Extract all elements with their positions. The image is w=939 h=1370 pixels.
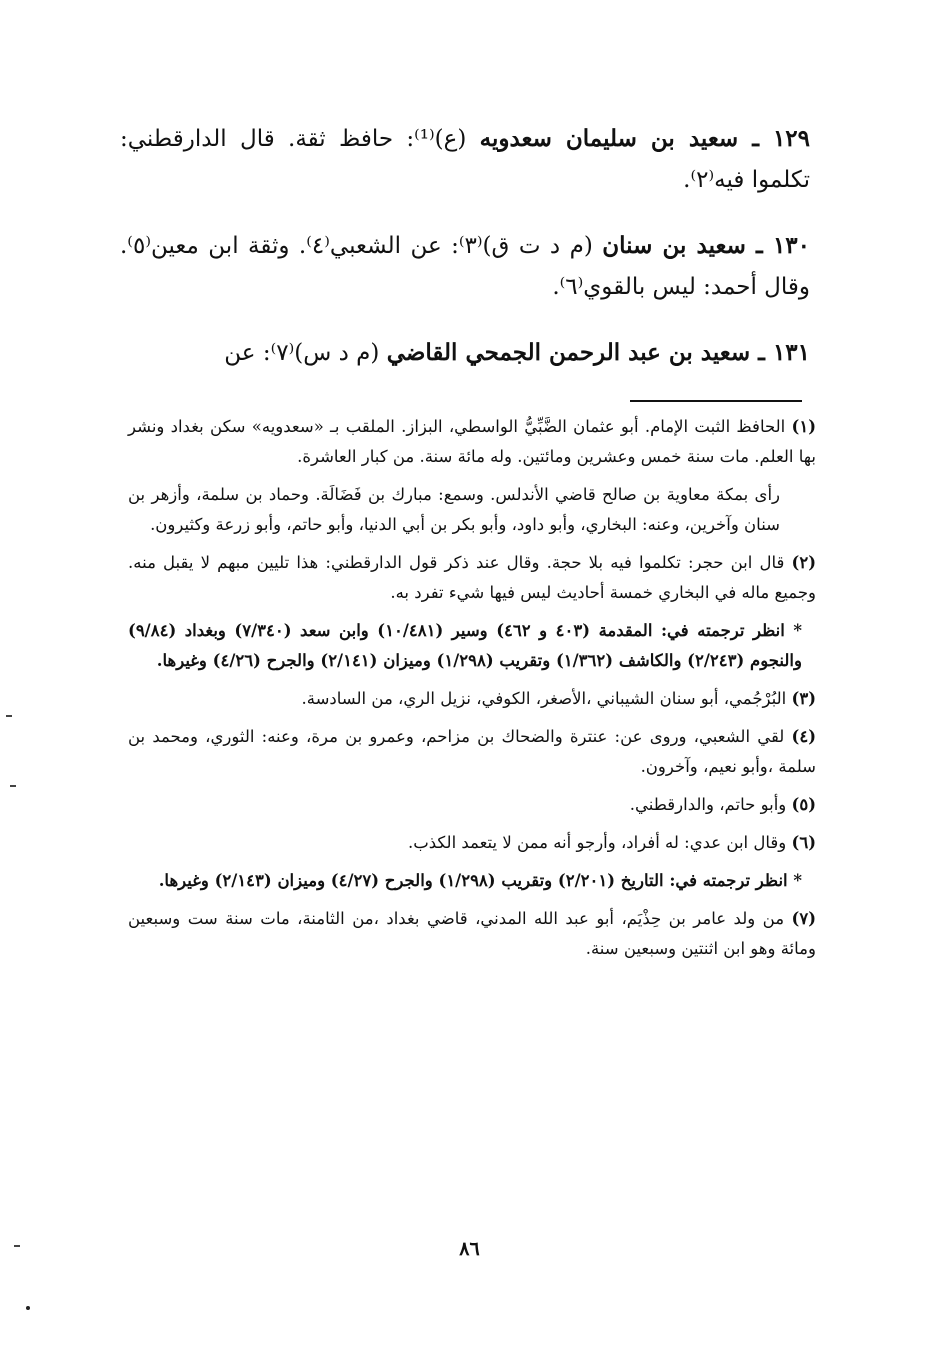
footnote-text: قال ابن حجر: تكلموا فيه بلا حجة. وقال عند ذكر قول الدارقطني: هذا تليين مبهم لا يقبل منه. وجميع ماله في البخاري خمسة أحاديث ليس فيها شيء تفرد به. bbox=[128, 553, 816, 602]
footnote-number: (٣) bbox=[791, 689, 816, 708]
entry-131 bbox=[120, 332, 810, 374]
footnote-text: البُرْجُمي، أبو سنان الشيباني ،الأصغر، الكوفي، نزيل الري، من السادسة. bbox=[301, 689, 787, 708]
page-number: ٨٦ bbox=[459, 1238, 480, 1260]
entry-130 bbox=[120, 225, 810, 308]
entry-body: (م د ت ق)⁽٣⁾: عن الشعبي⁽٤⁾. وثقة ابن معين⁽٥⁾. وقال أحمد: ليس بالقوي⁽٦⁾. bbox=[120, 233, 810, 300]
footnote-number: (٤) bbox=[791, 727, 816, 746]
footnote-references: * انظر ترجمته في: المقدمة (٤٠٣ و ٤٦٢) وسير (١٠/٤٨١) وابن سعد (٧/٣٤٠) وبغداد (٩/٨٤) والنجوم (٢/٢٤٣) والكاشف (١/٣٦٢) وتقريب (١/٢٩٨) وميزان (٢/١٤١) والجرح (٤/٢٦) وغيرها. bbox=[128, 621, 802, 670]
footnote-references: * انظر ترجمته في: التاريخ (٢/٢٠١) وتقريب (١/٢٩٨) والجرح (٤/٢٧) وميزان (٢/١٤٣) وغيرها. bbox=[158, 871, 802, 890]
scan-mark bbox=[10, 785, 16, 787]
footnote-text: لقي الشعبي، وروى عن: عنترة والضحاك بن مزاحم، وعمرو بن مرة، وعنه: الثوري، ومحمد بن سلمة ،وأبو نعيم، وآخرون. bbox=[128, 727, 816, 776]
entry-129 bbox=[120, 118, 810, 201]
entry-body: (م د س)⁽٧⁾: عن bbox=[224, 340, 387, 366]
footnote-number: (١) bbox=[791, 417, 816, 436]
footnote-number: (٦) bbox=[791, 833, 816, 852]
entry-head: ١٣٠ ـ سعيد بن سنان bbox=[602, 232, 810, 259]
footnote-6 bbox=[128, 828, 816, 896]
scan-mark bbox=[6, 715, 12, 717]
entry-head: ١٢٩ ـ سعيد بن سليمان سعدويه bbox=[479, 125, 810, 152]
footnote-number: (٢) bbox=[791, 553, 816, 572]
scan-mark bbox=[26, 1306, 30, 1310]
footnote-text: وأبو حاتم، والدارقطني. bbox=[629, 795, 787, 814]
scan-mark bbox=[14, 1245, 20, 1247]
footnote-5 bbox=[128, 790, 816, 820]
footnote-2 bbox=[128, 548, 816, 676]
footnote-7 bbox=[128, 904, 816, 964]
footnote-3 bbox=[128, 684, 816, 714]
footnotes bbox=[128, 412, 816, 972]
main-text bbox=[120, 118, 810, 398]
entry-head: ١٣١ ـ سعيد بن عبد الرحمن الجمحي القاضي bbox=[386, 339, 810, 366]
footnote-text: رأى بمكة معاوية بن صالح قاضي الأندلس. وسمع: مبارك بن فَضَالَة. وحماد بن سلمة، وأزهر بن سنان وآخرين، وعنه: البخاري، وأبو داود، وأبو بكر بن أبي الدنيا، وأبو حاتم، وأبو زرعة وكثيرون. bbox=[128, 485, 780, 534]
footnote-4 bbox=[128, 722, 816, 782]
entry-body: (ع)⁽¹⁾: حافظ ثقة. قال الدارقطني: تكلموا فيه⁽٢⁾. bbox=[120, 126, 810, 193]
footnote-text: من ولد عامر بن حِذْيَم، أبو عبد الله المدني، قاضي بغداد ،من الثامنة، مات سنة ست وسبعين ومائة وهو ابن اثنتين وسبعين سنة. bbox=[128, 909, 816, 958]
footnote-1 bbox=[128, 412, 816, 540]
footnote-text: وقال ابن عدي: له أفراد، وأرجو أنه ممن لا يتعمد الكذب. bbox=[407, 833, 787, 852]
footnote-number: (٥) bbox=[791, 795, 816, 814]
footnote-number: (٧) bbox=[791, 909, 816, 928]
footnote-text: الحافظ الثبت الإمام. أبو عثمان الضَّبِّيُّ الواسطي، البزاز. الملقب بـ «سعدويه» سكن بغداد ونشر بها العلم. مات سنة خمس وعشرين ومائتين. وله مائة سنة. من كبار العاشرة. bbox=[128, 417, 816, 466]
